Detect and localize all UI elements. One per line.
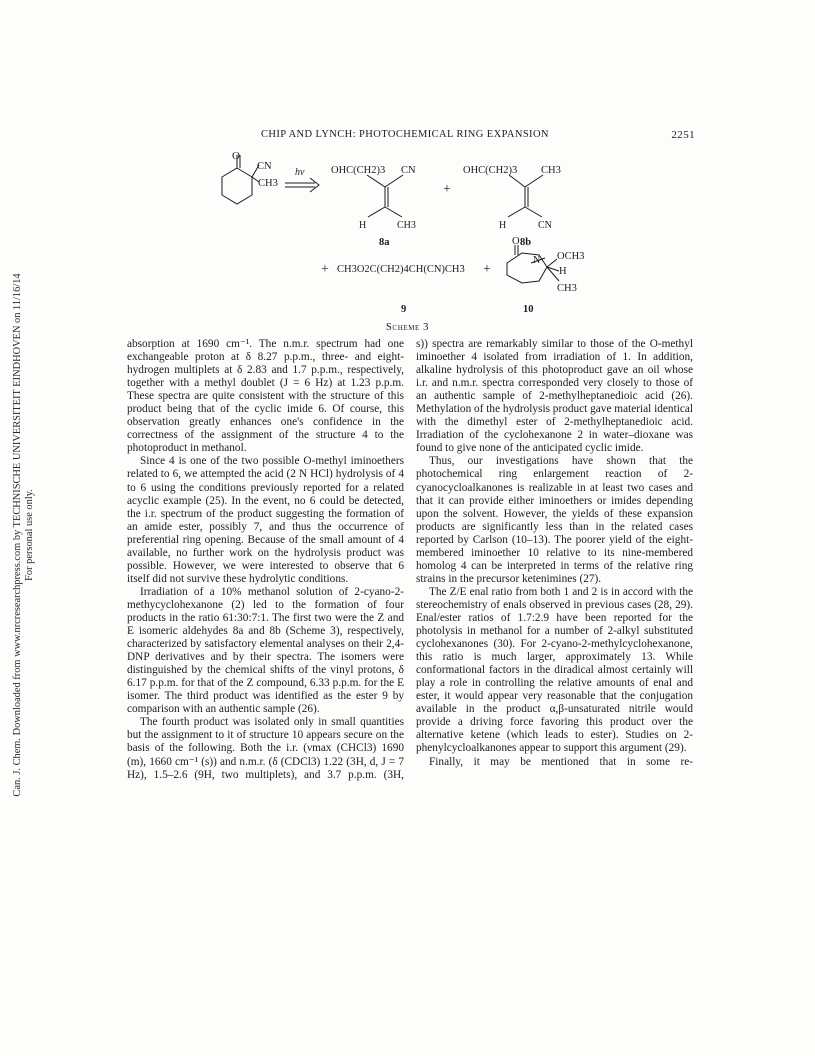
product-8b-structure — [508, 175, 543, 217]
left-column — [127, 338, 404, 782]
paragraph: Since 4 is one of the two possible O-methyl iminoethers related to 6, we attempted the acid (2 N HCl) hydrolysis of 4 to 6 using the conditions previously reported for a related acyclic example (25). In the event, no 6 could be detected, the i.r. spectrum of the product suggesting the formation of an amide ester, possibly 7, and thus the occurrence of preferential ring opening. Because of the small amount of 4 available, no further work on the hydrolysis product was possible. However, we were interested to observe that 6 itself did not survive these hydrolytic conditions. — [127, 455, 404, 585]
8a-ch3: CH3 — [397, 220, 416, 231]
arrow-label-hv: hν — [295, 167, 305, 178]
reactant-cn: CN — [257, 161, 272, 172]
10-n: N — [533, 255, 541, 266]
right-column — [416, 338, 693, 769]
8b-chain: OHC(CH2)3 — [463, 165, 518, 176]
page-number: 2251 — [671, 129, 695, 141]
paragraph: s)) spectra are remarkably similar to those of the O-methyl iminoether 4 isolated from irradiation of 1. In addition, alkaline hydrolysis of this photoproduct gave an oil whose i.r. and n.m.r. spectra corresponded very closely to those of an authentic sample of 2-methylheptanedioic acid (26). Methylation of the hydrolysis product gave material identical with the dimethyl ester of 2-methylheptanedioic acid. Irradiation of the cyclohexanone 2 in water–dioxane was found to give none of the anticipated cyclic imide. — [416, 338, 694, 455]
paragraph: Irradiation of a 10% methanol solution of 2-cyano-2-methycyclohexanone (2) led to the formation of four products in the ratio 61:30:7:1. The first two were the Z and E isomeric aldehydes 8a and 8b (Scheme 3), respectively, characterized by satisfactory elemental analyses on their 2,4-DNP derivatives and by their spectra. The isomers were distinguished by the chemical shifts of the vinyl protons, δ 6.17 p.p.m. for that of the Z compound, 6.33 p.p.m. for the E isomer. The third product was identified as the ester 9 by comparison with an authentic sample (26). — [127, 585, 404, 716]
iminoether-10-label: 10 — [523, 304, 534, 315]
8b-h: H — [499, 220, 507, 231]
8b-label: 8b — [520, 237, 532, 248]
ester-9-label: 9 — [401, 304, 407, 315]
scheme-caption: Scheme 3 — [385, 322, 429, 333]
product-8a-structure — [367, 175, 403, 217]
download-note-line: Can. J. Chem. Downloaded from www.nrcresearchpress.com by TECHNISCHE UNIVERSITEIT EINDHOVEN on 11/16/14 — [12, 273, 23, 797]
10-ch3: CH3 — [557, 283, 577, 294]
paragraph: Thus, our investigations have shown that the photochemical ring enlargement reaction of 2-cyanocycloalkanones is realizable in at least two cases and that it can provide either iminoethers or imides depending upon the solvent. However, the yields of these expansion products are significantly less than in the related cases reported by Carlson (10–13). The poorer yield of the eight-membered iminoether 10 relative to its nine-membered homolog 4 can be interpreted in terms of the relative ring strains in the precursor ketenimines (27). — [416, 455, 693, 585]
8a-h: H — [359, 220, 367, 231]
8a-chain: OHC(CH2)3 — [331, 165, 386, 176]
reactant-ch3: CH3 — [258, 178, 278, 189]
reaction-arrow — [285, 178, 319, 192]
10-h: H — [559, 266, 567, 277]
8b-cn: CN — [538, 220, 552, 231]
scheme-3 — [127, 145, 695, 325]
plus-sign: + — [483, 262, 491, 277]
reactant-carbonyl-o: O — [232, 150, 240, 162]
8b-ch3: CH3 — [541, 165, 561, 176]
reactant-structure — [222, 155, 259, 204]
8a-cn: CN — [401, 165, 416, 176]
10-och3: OCH3 — [557, 251, 585, 262]
paragraph: Finally, it may be mentioned that in some re- — [429, 755, 693, 768]
paragraph: absorption at 1690 cm⁻¹. The n.m.r. spectrum had one exchangeable proton at δ 8.27 p.p.m., three- and eight-hydrogen multiplets at δ 2.83 and 1.7 p.p.m., respectively, together with a methyl doublet (J = 6 Hz) at 1.23 p.p.m. These spectra are quite consistent with the structure of this product being that of the cyclic imide 6. Of course, this observation greatly enhances one's confidence in the correctness of the assignment of the structure 4 to the photoproduct in methanol. — [127, 338, 404, 455]
paragraph: The Z/E enal ratio from both 1 and 2 is in accord with the stereochemistry of enals observed in previous cases (28, 29). Enal/ester ratios of 1.7:2.9 have been reported for the photolysis in methanol for a number of 2-alkyl substituted cyclohexanones (30). For 2-cyano-2-methylcyclohexanone, this ratio is much larger, approximately 13. While conformational factors in the diradical almost certainly will play a role in controlling the relative amounts of enal and ester, it would appear very reasonable that the conjugation available in the product α,β-unsaturated nitrile would provide a driving force favoring this product over the alternative ketene (which leads to ester). Studies on 2-phenylcycloalkanones appear to support this argument (29). — [416, 585, 693, 755]
8a-label: 8a — [379, 237, 390, 248]
download-note — [4, 165, 44, 905]
personal-use-note: For personal use only. — [24, 489, 35, 581]
10-carbonyl-o: O — [512, 236, 520, 247]
plus-sign: + — [443, 182, 451, 197]
page-header — [127, 129, 695, 145]
paragraph: The fourth product was isolated only in small quantities but the assignment to it of structure 10 appears secure on the basis of the following. Both the i.r. (νmax (CHCl3) 1690 (m), 1660 cm⁻¹ (s)) and n.m.r. (δ (CDCl3) 1.22 (3H, d, J = 7 Hz), 1.5–2.6 (9H, two multiplets), and 3.7 p.p.m. (3H, — [127, 716, 404, 781]
scheme-3-drawing — [127, 145, 695, 325]
ester-9-formula: CH3O2C(CH2)4CH(CN)CH3 — [337, 264, 465, 275]
running-title: CHIP AND LYNCH: PHOTOCHEMICAL RING EXPANSION — [261, 129, 549, 140]
plus-sign: + — [321, 262, 329, 277]
